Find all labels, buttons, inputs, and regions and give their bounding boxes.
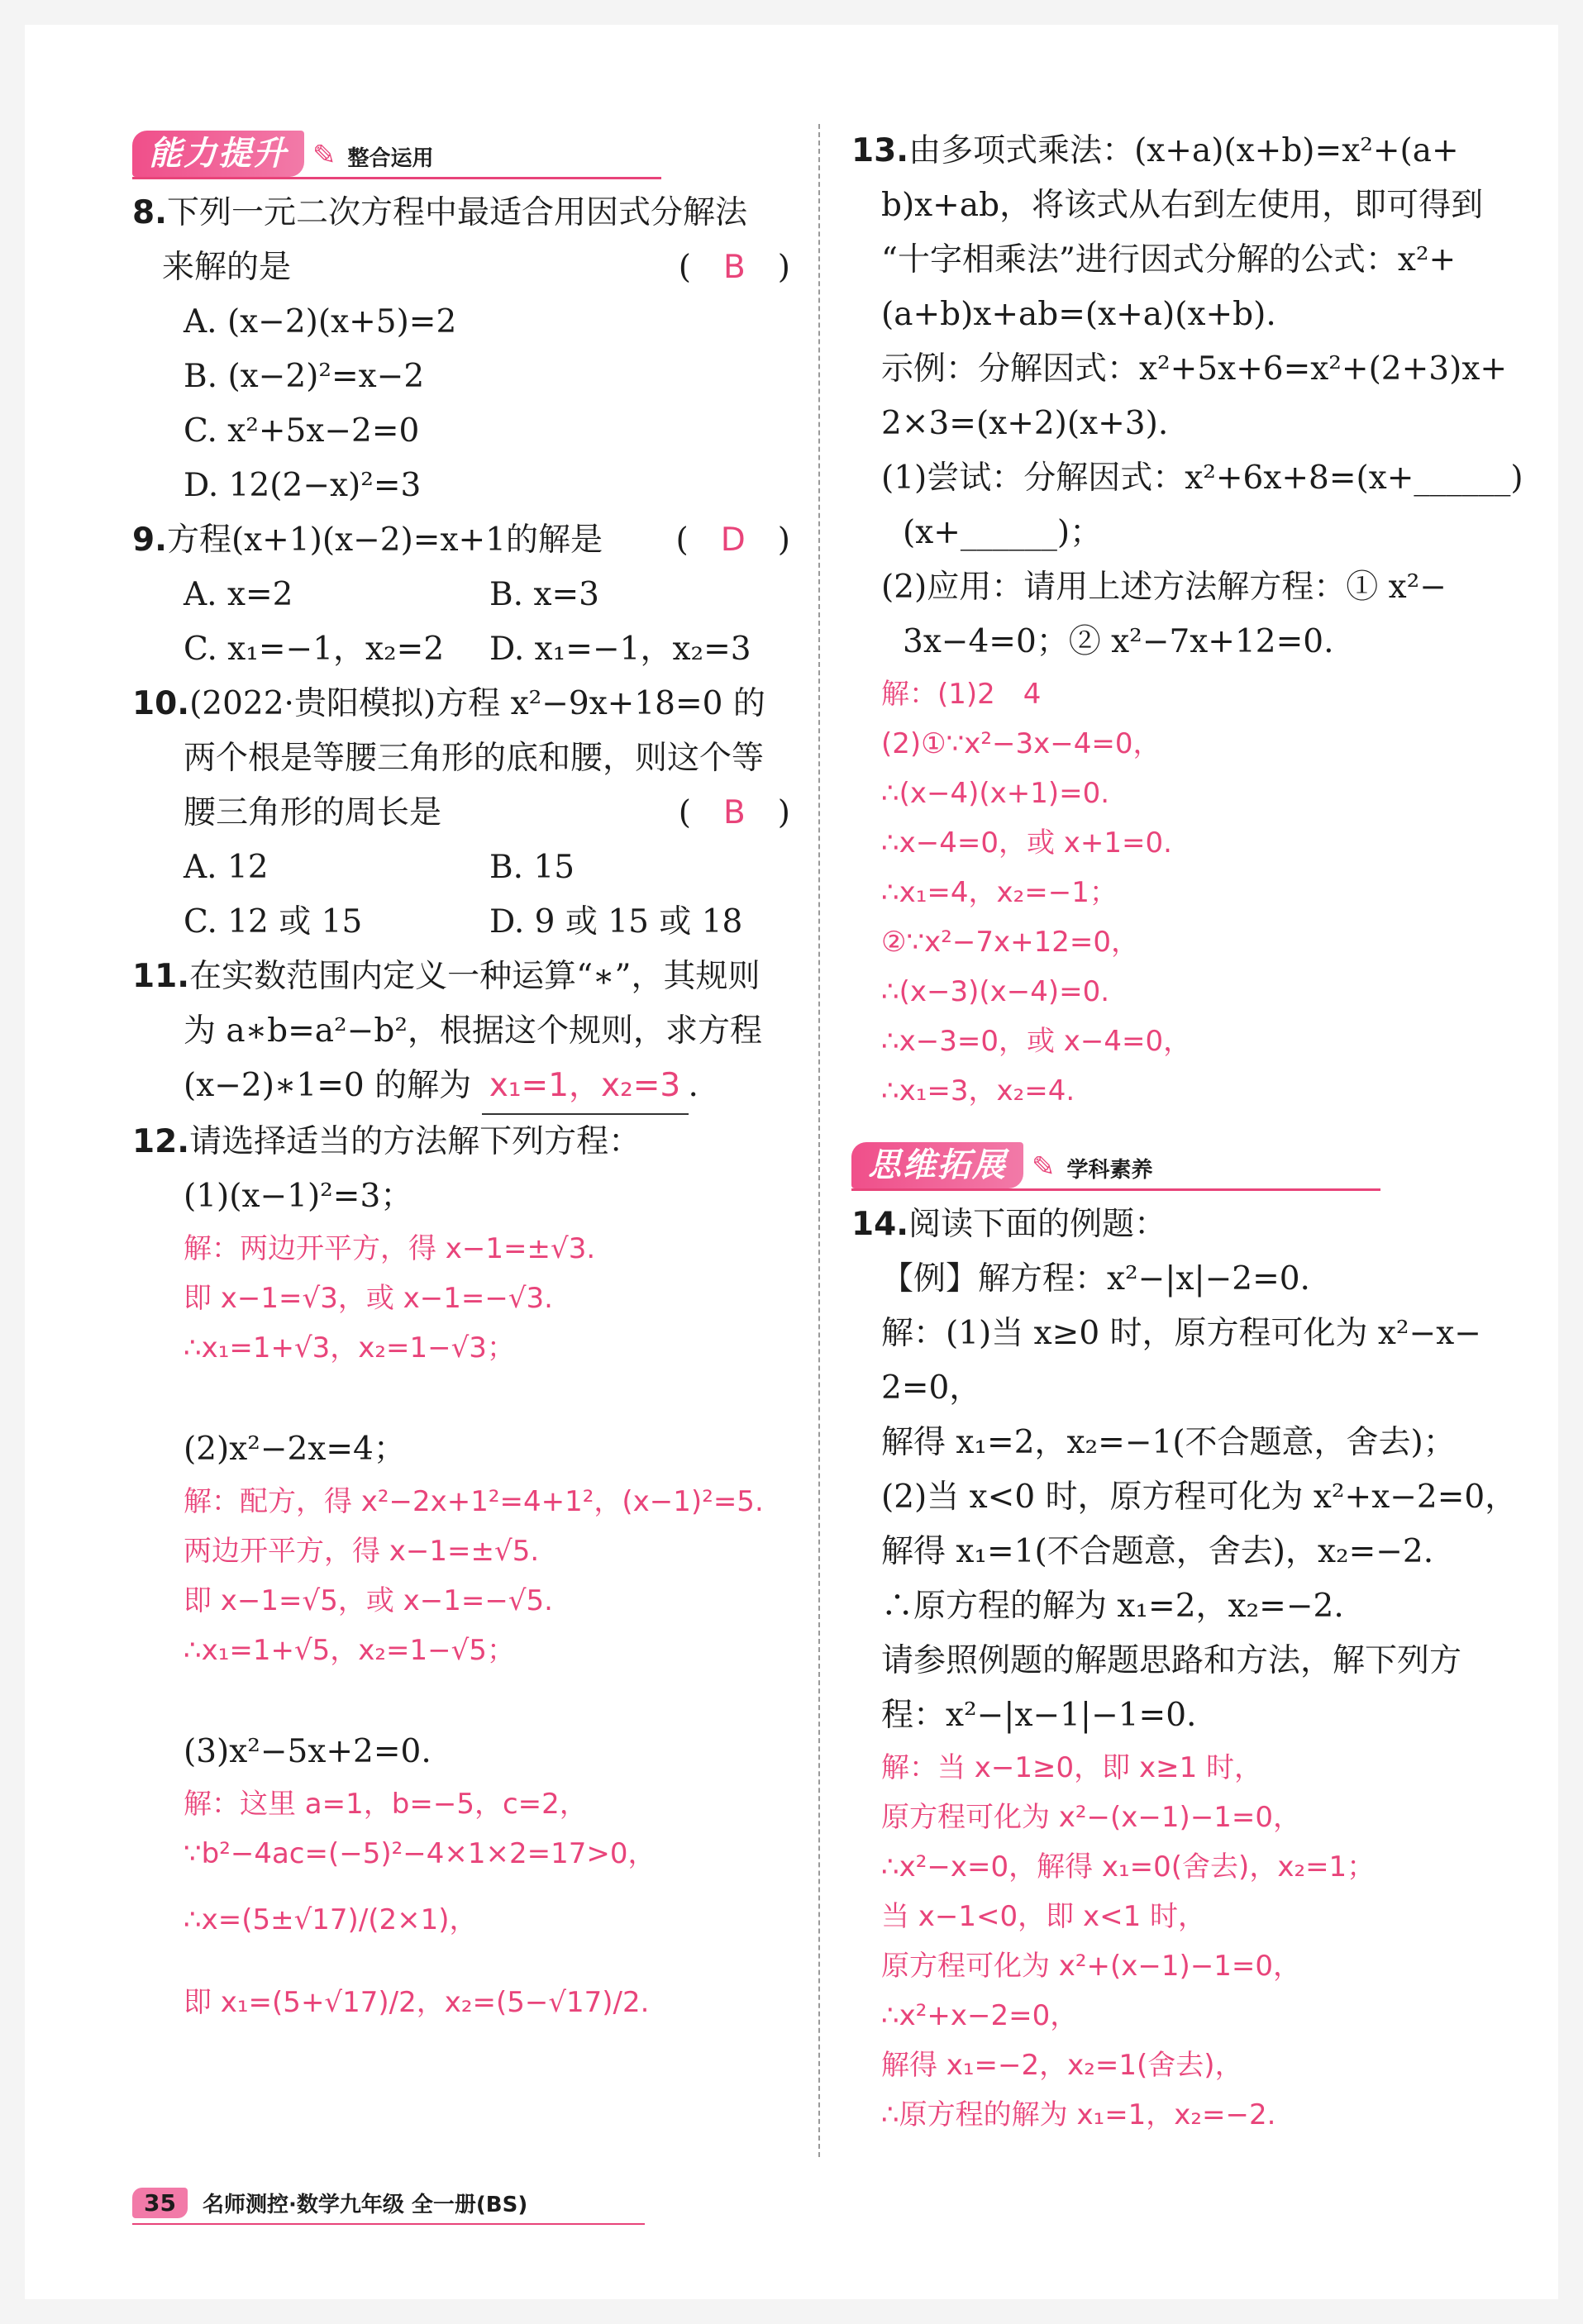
option-c: C. x₁=−1，x₂=2 bbox=[184, 631, 445, 668]
question-text: “十字相乘法”进行因式分解的公式：x²+ bbox=[881, 241, 1457, 279]
question-text: 请参照例题的解题思路和方法，解下列方 bbox=[881, 1642, 1462, 1679]
question-text: 阅读下面的例题： bbox=[908, 1206, 1167, 1243]
sub-question-2: (2)x²−2x=4； bbox=[184, 1431, 406, 1468]
question-number: 12. bbox=[132, 1123, 190, 1160]
option-c: C. x²+5x−2=0 bbox=[184, 412, 420, 450]
question-text: 程：x²−|x−1|−1=0. bbox=[881, 1697, 1197, 1734]
question-number: 10. bbox=[132, 685, 190, 722]
section-banner-thinking bbox=[851, 1136, 1380, 1191]
option-a: A. x=2 bbox=[184, 576, 293, 613]
answer-line: 即 x−1=√3，或 x−1=−√3. bbox=[184, 1282, 553, 1315]
answer-line: 解：当 x−1≥0，即 x≥1 时， bbox=[881, 1751, 1263, 1784]
option-c: C. 12 或 15 bbox=[184, 903, 363, 941]
example-text: 解：(1)当 x≥0 时，原方程可化为 x²−x− bbox=[881, 1315, 1481, 1352]
answer-line: ∴x−3=0，或 x−4=0， bbox=[881, 1025, 1192, 1058]
question-12 bbox=[132, 1115, 818, 2044]
question-text: (2)应用：请用上述方法解方程：① x²− bbox=[881, 569, 1447, 606]
answer-line: ②∵x²−7x+12=0， bbox=[881, 926, 1139, 959]
example-text: 解得 x₁=2，x₂=−1(不合题意，舍去)； bbox=[881, 1424, 1456, 1461]
answer-line: ∴x²+x−2=0， bbox=[881, 1999, 1079, 2032]
question-text: (x−2)∗1=0 的解为 bbox=[184, 1067, 472, 1104]
question-text: 2×3=(x+2)(x+3). bbox=[881, 405, 1169, 442]
section-banner-ability bbox=[132, 124, 661, 179]
question-text: (x+______)； bbox=[903, 514, 1103, 551]
question-text: 示例：分解因式：x²+5x+6=x²+(2+3)x+ bbox=[881, 350, 1507, 388]
question-number: 9. bbox=[132, 521, 167, 559]
question-11 bbox=[132, 950, 818, 1115]
answer-line: ∴原方程的解为 x₁=1，x₂=−2. bbox=[881, 2098, 1276, 2131]
question-13 bbox=[851, 124, 1521, 1116]
question-text: 腰三角形的周长是 bbox=[184, 794, 442, 831]
answer-choice: D bbox=[720, 521, 746, 559]
sub-question-1: (1)(x−1)²=3； bbox=[184, 1178, 413, 1215]
answer-line: (2)①∵x²−3x−4=0， bbox=[881, 727, 1161, 760]
answer-line: 两边开平方，得 x−1=±√5. bbox=[184, 1535, 540, 1568]
answer-line: 解得 x₁=−2，x₂=1(舍去)， bbox=[881, 2049, 1243, 2082]
question-8 bbox=[132, 186, 818, 513]
answer-line: ∴(x−4)(x+1)=0. bbox=[881, 777, 1110, 810]
example-text: 解得 x₁=1(不合题意，舍去)，x₂=−2. bbox=[881, 1533, 1434, 1570]
question-number: 14. bbox=[851, 1206, 909, 1243]
question-text: 在实数范围内定义一种运算“∗”，其规则 bbox=[189, 958, 761, 995]
example-text: 2=0， bbox=[881, 1369, 982, 1407]
question-text: 请选择适当的方法解下列方程： bbox=[189, 1123, 641, 1160]
answer-line: 原方程可化为 x²−(x−1)−1=0， bbox=[881, 1801, 1302, 1834]
question-text: (1)尝试：分解因式：x²+6x+8=(x+______) bbox=[881, 460, 1523, 497]
page-number: 35 bbox=[132, 2188, 188, 2218]
question-number: 8. bbox=[132, 194, 167, 231]
question-text: 两个根是等腰三角形的底和腰，则这个等 bbox=[184, 740, 765, 777]
page-footer bbox=[132, 2182, 645, 2225]
answer-line: 即 x−1=√5，或 x−1=−√5. bbox=[184, 1584, 553, 1617]
column-divider bbox=[818, 124, 820, 2157]
answer-line: 即 x₁=(5+√17)/2，x₂=(5−√17)/2. bbox=[184, 1986, 650, 2019]
question-text: 为 a∗b=a²−b²，根据这个规则，求方程 bbox=[184, 1012, 762, 1050]
right-column bbox=[851, 124, 1521, 2140]
option-b: B. 15 bbox=[489, 849, 575, 886]
answer-line: 当 x−1<0，即 x<1 时， bbox=[881, 1900, 1207, 1933]
answer-bracket: ( D ) bbox=[675, 521, 790, 559]
answer-line: ∴x=(5±√17)/(2×1)， bbox=[184, 1903, 478, 1936]
question-text: (a+b)x+ab=(x+a)(x+b). bbox=[881, 296, 1276, 333]
question-number: 13. bbox=[851, 132, 909, 169]
answer-line: 原方程可化为 x²+(x−1)−1=0， bbox=[881, 1950, 1302, 1983]
option-d: D. x₁=−1，x₂=3 bbox=[489, 631, 751, 668]
answer-line: 解：这里 a=1，b=−5，c=2， bbox=[184, 1788, 588, 1821]
option-b: B. x=3 bbox=[489, 576, 599, 613]
page bbox=[25, 25, 1558, 2299]
option-d: D. 12(2−x)²=3 bbox=[184, 467, 422, 504]
answer-line: 解：配方，得 x²−2x+1²=4+1²，(x−1)²=5. bbox=[184, 1485, 764, 1518]
answer-line: ∴x₁=1+√3，x₂=1−√3； bbox=[184, 1331, 515, 1364]
answer-choice: B bbox=[723, 249, 746, 286]
question-9 bbox=[132, 513, 818, 677]
answer-line: 解：两边开平方，得 x−1=±√3. bbox=[184, 1232, 596, 1265]
question-text: b)x+ab，将该式从右到左使用，即可得到 bbox=[881, 187, 1484, 224]
answer-line: ∵b²−4ac=(−5)²−4×1×2=17>0， bbox=[184, 1837, 656, 1870]
option-a: A. (x−2)(x+5)=2 bbox=[184, 303, 457, 341]
example-text: ∴原方程的解为 x₁=2，x₂=−2. bbox=[881, 1588, 1344, 1625]
banner-tag: 思维拓展 bbox=[851, 1142, 1023, 1188]
question-text: 来解的是 bbox=[162, 249, 292, 286]
option-a: A. 12 bbox=[184, 849, 269, 886]
answer-line: ∴x₁=4，x₂=−1； bbox=[881, 876, 1118, 909]
answer-line: ∴x−4=0，或 x+1=0. bbox=[881, 826, 1172, 860]
option-d: D. 9 或 15 或 18 bbox=[489, 903, 743, 941]
question-text: . bbox=[688, 1067, 699, 1104]
answer-line: ∴x²−x=0，解得 x₁=0(舍去)，x₂=1； bbox=[881, 1850, 1376, 1883]
question-text: 3x−4=0；② x²−7x+12=0. bbox=[903, 623, 1334, 660]
quill-icon: ✎ bbox=[1032, 1150, 1056, 1183]
example-text: 【例】解方程：x²−|x|−2=0. bbox=[881, 1260, 1310, 1298]
answer-blank: x₁=1，x₂=3 bbox=[482, 1059, 689, 1115]
question-text: (2022·贵阳模拟)方程 x²−9x+18=0 的 bbox=[189, 685, 765, 722]
sub-question-3: (3)x²−5x+2=0. bbox=[184, 1733, 432, 1770]
book-title: 名师测控·数学九年级 全一册(BS) bbox=[202, 2192, 528, 2217]
example-text: (2)当 x<0 时，原方程可化为 x²+x−2=0， bbox=[881, 1479, 1518, 1516]
option-b: B. (x−2)²=x−2 bbox=[184, 358, 425, 395]
question-text: 由多项式乘法：(x+a)(x+b)=x²+(a+ bbox=[908, 132, 1459, 169]
answer-line: 解：(1)2 4 bbox=[881, 678, 1042, 711]
question-number: 11. bbox=[132, 958, 190, 995]
question-text: 方程(x+1)(x−2)=x+1的解是 bbox=[166, 521, 603, 559]
banner-sub: 整合运用 bbox=[347, 146, 434, 171]
question-text: 下列一元二次方程中最适合用因式分解法 bbox=[166, 194, 747, 231]
quill-icon: ✎ bbox=[312, 139, 336, 172]
answer-line: ∴x₁=3，x₂=4. bbox=[881, 1074, 1075, 1107]
answer-bracket: ( B ) bbox=[678, 794, 790, 831]
left-column bbox=[132, 124, 818, 2044]
banner-tag: 能力提升 bbox=[132, 131, 304, 177]
question-14 bbox=[851, 1198, 1521, 2140]
answer-bracket: ( B ) bbox=[678, 249, 790, 286]
answer-line: ∴(x−3)(x−4)=0. bbox=[881, 975, 1110, 1008]
banner-sub: 学科素养 bbox=[1066, 1158, 1153, 1183]
answer-choice: B bbox=[723, 794, 746, 831]
question-10 bbox=[132, 677, 818, 950]
answer-line: ∴x₁=1+√5，x₂=1−√5； bbox=[184, 1634, 515, 1667]
